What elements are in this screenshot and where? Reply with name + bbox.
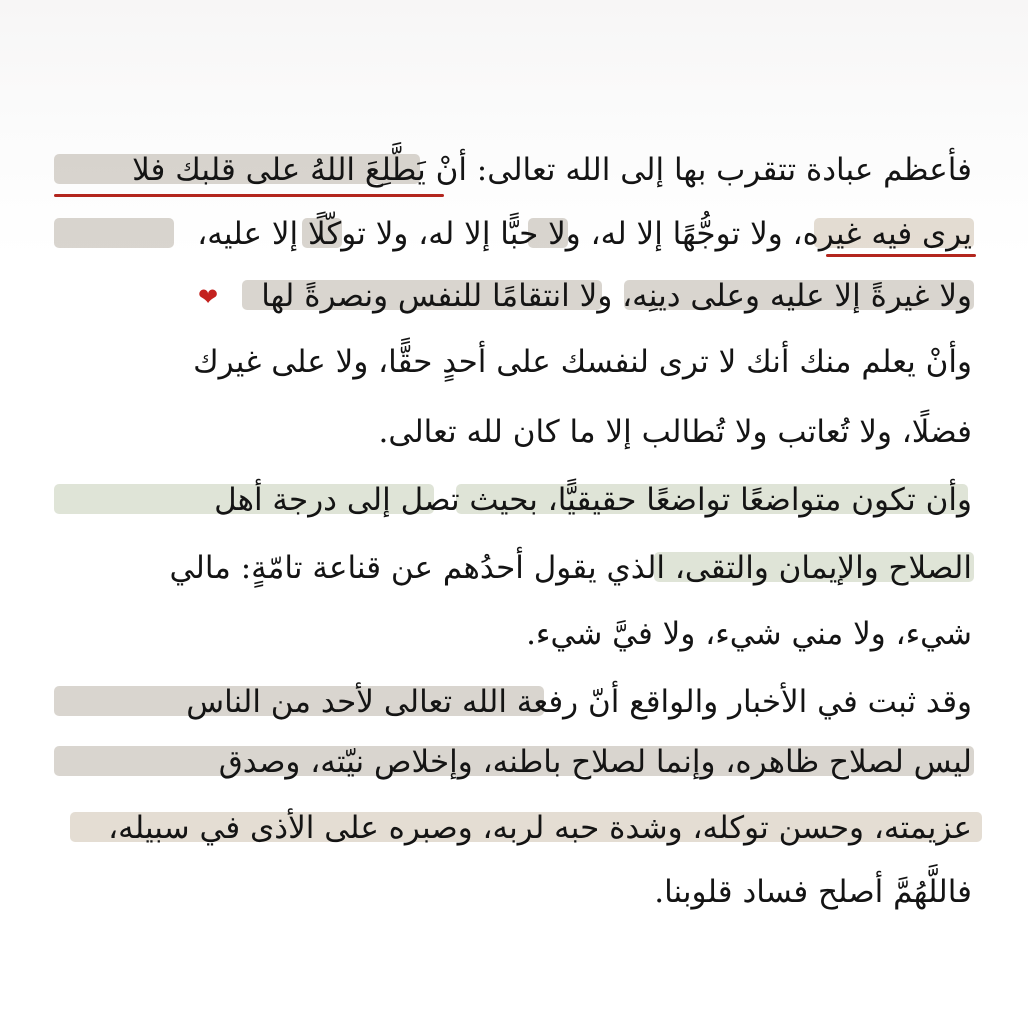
- paragraph-4-line-2: ليس لصلاح ظاهره، وإنما لصلاح باطنه، وإخلاص نيّته، وصدق: [218, 744, 972, 780]
- paragraph-4-line-3: عزيمته، وحسن توكله، وشدة حبه لربه، وصبره على الأذى في سبيله،: [108, 810, 972, 846]
- paragraph-1-line-2: يرى فيه غيره، ولا توجُّهًا إلا له، ولا حبًّا إلا له، ولا توكّلًا إلا عليه،: [197, 216, 972, 252]
- paragraph-1-line-1: فأعظم عبادة تتقرب بها إلى الله تعالى: أنْ يَطَّلِعَ اللهُ على قلبك فلا: [132, 152, 972, 188]
- paragraph-1-line-3: ولا غيرةً إلا عليه وعلى دينِه، ولا انتقامًا للنفس ونصرةً لها: [261, 278, 972, 314]
- paragraph-2-line-1: وأنْ يعلم منك أنك لا ترى لنفسك على أحدٍ حقًّا، ولا على غيرك: [193, 344, 972, 380]
- paragraph-3-line-2: الصلاح والإيمان والتقى، الذي يقول أحدُهم عن قناعة تامّةٍ: مالي: [169, 550, 972, 586]
- paragraph-3-line-3: شيء، ولا مني شيء، ولا فيَّ شيء.: [526, 616, 972, 652]
- heart-icon: ❤: [198, 283, 219, 311]
- paragraph-2-line-2: فضلًا، ولا تُعاتب ولا تُطالب إلا ما كان لله تعالى.: [378, 414, 972, 450]
- paragraph-4-line-4: فاللَّهُمَّ أصلح فساد قلوبنا.: [654, 874, 972, 910]
- paragraph-3-line-1: وأن تكون متواضعًا تواضعًا حقيقيًّا، بحيث تصل إلى درجة أهل: [214, 482, 972, 518]
- paragraph-4-line-1: وقد ثبت في الأخبار والواقع أنّ رفعة الله تعالى لأحد من الناس: [186, 684, 972, 720]
